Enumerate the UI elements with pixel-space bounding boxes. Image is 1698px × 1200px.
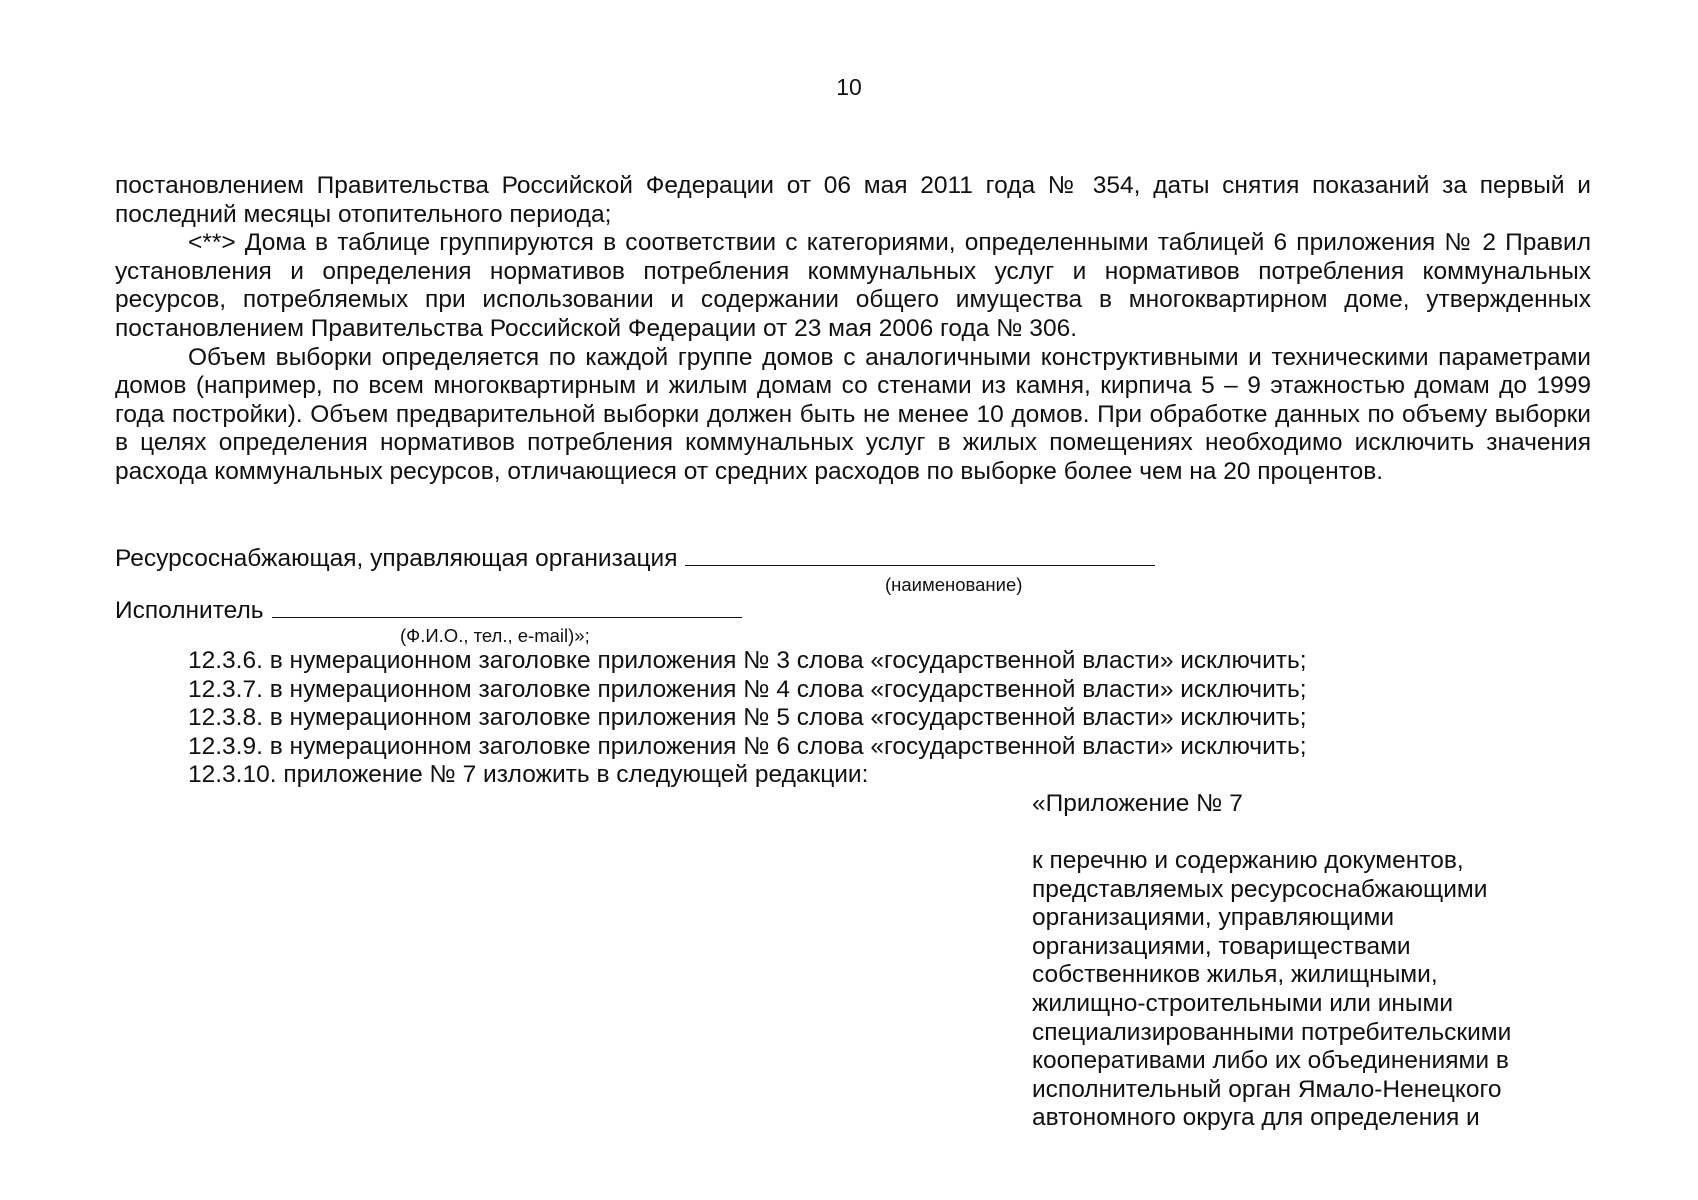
organization-blank-line <box>685 545 1155 566</box>
organization-label: Ресурсоснабжающая, управляющая организация <box>115 545 678 572</box>
paragraph-footnote: <**> Дома в таблице группируются в соответствии с категориями, определенными таблицей 6 приложения № 2 Правил установления и определения нормативов потребления коммунальных услуг и нормативов потребления коммунальных ресурсов, потребляемых при использовании и содержании общего имущества в многоквартирном доме, утвержденных постановлением Правительства Российской Федерации от 23 мая 2006 года № 306. <box>115 229 1591 342</box>
appendix-line: специализированными потребительскими <box>1032 1018 1512 1046</box>
organization-caption: (наименование) <box>885 574 1023 595</box>
appendix-line: собственников жилья, жилищными, <box>1032 961 1438 989</box>
body-text <box>115 172 1591 487</box>
amendment-item: 12.3.8. в нумерационном заголовке приложения № 5 слова «государственной власти» исключить; <box>188 704 1307 732</box>
paragraph-continuation: постановлением Правительства Российской Федерации от 06 мая 2011 года № 354, даты снятия показаний за первый и последний месяцы отопительного периода; <box>115 172 1591 228</box>
appendix-line: автономного округа для определения и <box>1032 1104 1480 1132</box>
amendment-item: 12.3.6. в нумерационном заголовке приложения № 3 слова «государственной власти» исключить; <box>188 647 1307 674</box>
appendix-heading-block <box>1032 847 1592 1133</box>
executor-label: Исполнитель <box>115 597 264 624</box>
appendix-title: «Приложение № 7 <box>1032 790 1243 817</box>
executor-blank-line <box>272 597 742 618</box>
organization-signature-line <box>115 545 1155 573</box>
appendix-line: организациями, управляющими <box>1032 904 1395 932</box>
amendment-list <box>188 647 1307 790</box>
appendix-line: организациями, товариществами <box>1032 932 1411 960</box>
paragraph-sample-size: Объем выборки определяется по каждой группе домов с аналогичными конструктивными и техническими параметрами домов (например, по всем многоквартирным и жилым домам со стенами из камня, кирпича 5 – 9 этажностью домам до 1999 года постройки). Объем предварительной выборки должен быть не менее 10 домов. При обработке данных по объему выборки в целях определения нормативов потребления коммунальных услуг в жилых помещениях необходимо исключить значения расхода коммунальных ресурсов, отличающиеся от средних расходов по выборке более чем на 20 процентов. <box>115 343 1591 485</box>
executor-signature-line <box>115 597 742 625</box>
executor-caption: (Ф.И.О., тел., e-mail)»; <box>400 625 590 646</box>
amendment-item: 12.3.9. в нумерационном заголовке приложения № 6 слова «государственной власти» исключить; <box>188 732 1307 760</box>
amendment-item: 12.3.7. в нумерационном заголовке приложения № 4 слова «государственной власти» исключить; <box>188 675 1307 703</box>
appendix-line: исполнительный орган Ямало-Ненецкого <box>1032 1075 1502 1103</box>
appendix-line: представляемых ресурсоснабжающими <box>1032 875 1488 903</box>
appendix-line: к перечню и содержанию документов, <box>1032 847 1464 874</box>
page-number: 10 <box>836 74 862 100</box>
amendment-item: 12.3.10. приложение № 7 изложить в следующей редакции: <box>188 761 869 789</box>
appendix-line: кооперативами либо их объединениями в <box>1032 1047 1509 1075</box>
appendix-line: жилищно-строительными или иными <box>1032 989 1454 1017</box>
